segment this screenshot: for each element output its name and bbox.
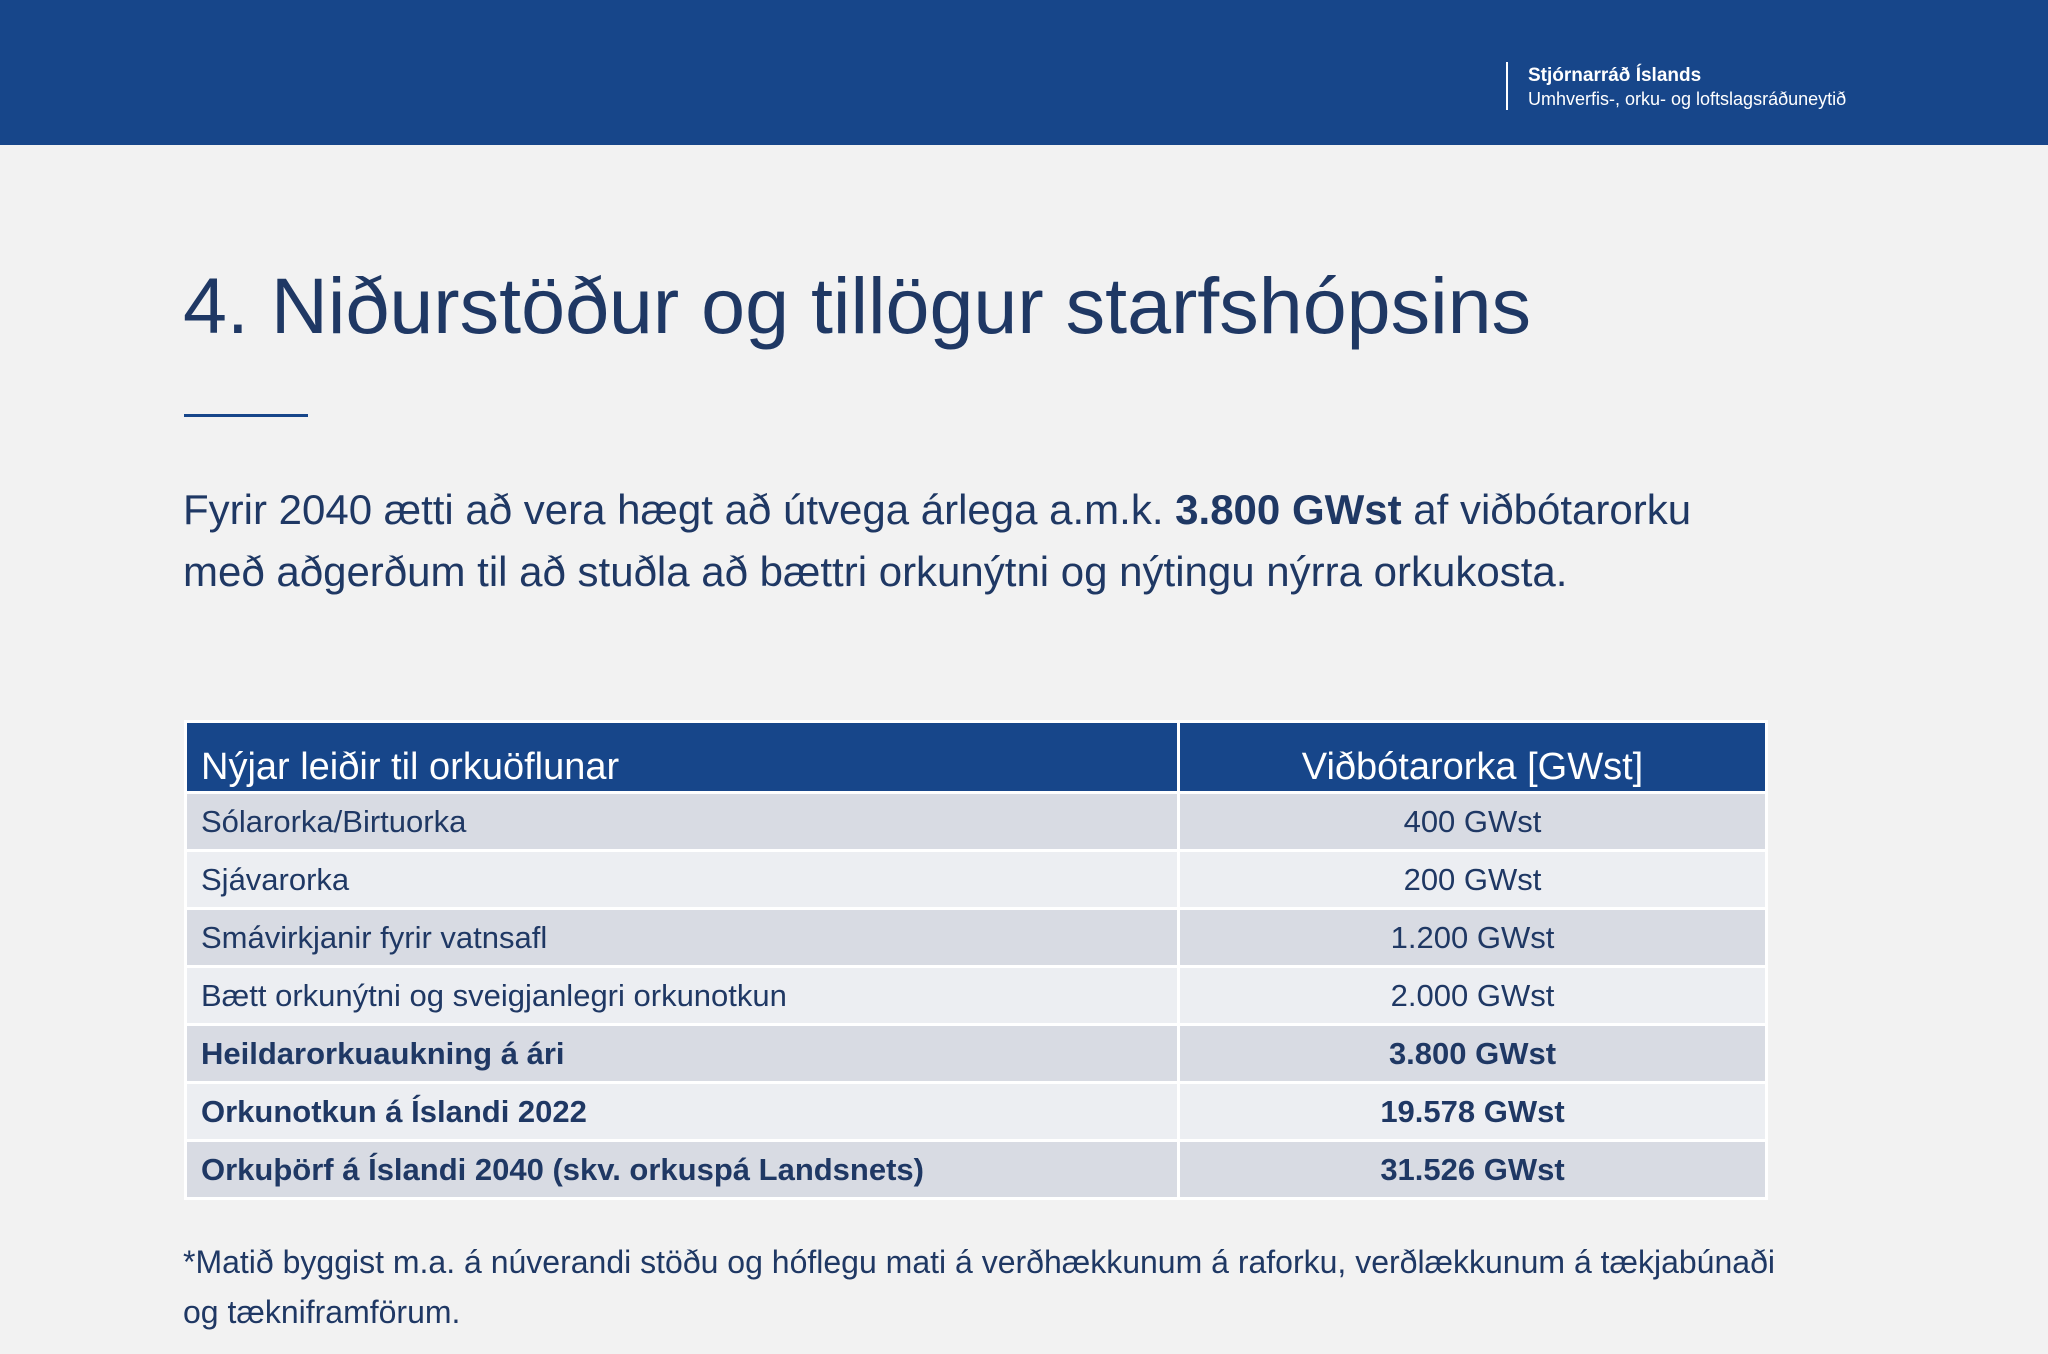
column-header-source: Nýjar leiðir til orkuöflunar xyxy=(186,722,1179,793)
row-value: 400 GWst xyxy=(1179,793,1767,851)
table-row xyxy=(186,909,1767,967)
intro-highlight: 3.800 GWst xyxy=(1175,486,1402,533)
energy-table xyxy=(184,720,1768,1200)
row-value: 3.800 GWst xyxy=(1179,1025,1767,1083)
row-label: Smávirkjanir fyrir vatnsafl xyxy=(186,909,1179,967)
slide-title: 4. Niðurstöður og tillögur starfshópsins xyxy=(183,261,1532,350)
row-value: 2.000 GWst xyxy=(1179,967,1767,1025)
row-label: Sjávarorka xyxy=(186,851,1179,909)
row-label: Bætt orkunýtni og sveigjanlegri orkunotkun xyxy=(186,967,1179,1025)
table-row xyxy=(186,967,1767,1025)
intro-text-after: af viðbótarorku með aðgerðum til að stuðla að bættri orkunýtni og nýtingu nýrra orkukosta. xyxy=(183,486,1692,595)
title-underline xyxy=(184,414,308,417)
intro-paragraph xyxy=(183,479,1743,603)
row-label: Orkuþörf á Íslandi 2040 (skv. orkuspá Landsnets) xyxy=(186,1141,1179,1199)
intro-text-before: Fyrir 2040 ætti að vera hægt að útvega árlega a.m.k. xyxy=(183,486,1176,533)
organization-name: Stjórnarráð Íslands xyxy=(1528,65,1702,86)
row-label: Sólarorka/Birtuorka xyxy=(186,793,1179,851)
row-value: 1.200 GWst xyxy=(1179,909,1767,967)
table-row xyxy=(186,851,1767,909)
table-row xyxy=(186,793,1767,851)
column-header-energy: Viðbótarorka [GWst] xyxy=(1179,722,1767,793)
department-name: Umhverfis-, orku- og loftslagsráðuneytið xyxy=(1528,89,1847,109)
header-bar xyxy=(0,0,2048,145)
table-header-row xyxy=(186,722,1767,793)
row-value: 200 GWst xyxy=(1179,851,1767,909)
row-label: Heildarorkuaukning á ári xyxy=(186,1025,1179,1083)
table-row-consumption-2022 xyxy=(186,1083,1767,1141)
table-row-total xyxy=(186,1025,1767,1083)
ministry-logo xyxy=(1506,62,1846,110)
row-value: 19.578 GWst xyxy=(1179,1083,1767,1141)
table-row-demand-2040 xyxy=(186,1141,1767,1199)
row-value: 31.526 GWst xyxy=(1179,1141,1767,1199)
row-label: Orkunotkun á Íslandi 2022 xyxy=(186,1083,1179,1141)
footnote: *Matið byggist m.a. á núverandi stöðu og hóflegu mati á verðhækkunum á raforku, verðlækkunum á tækjabúnaði og tækniframförum. xyxy=(183,1244,1775,1330)
